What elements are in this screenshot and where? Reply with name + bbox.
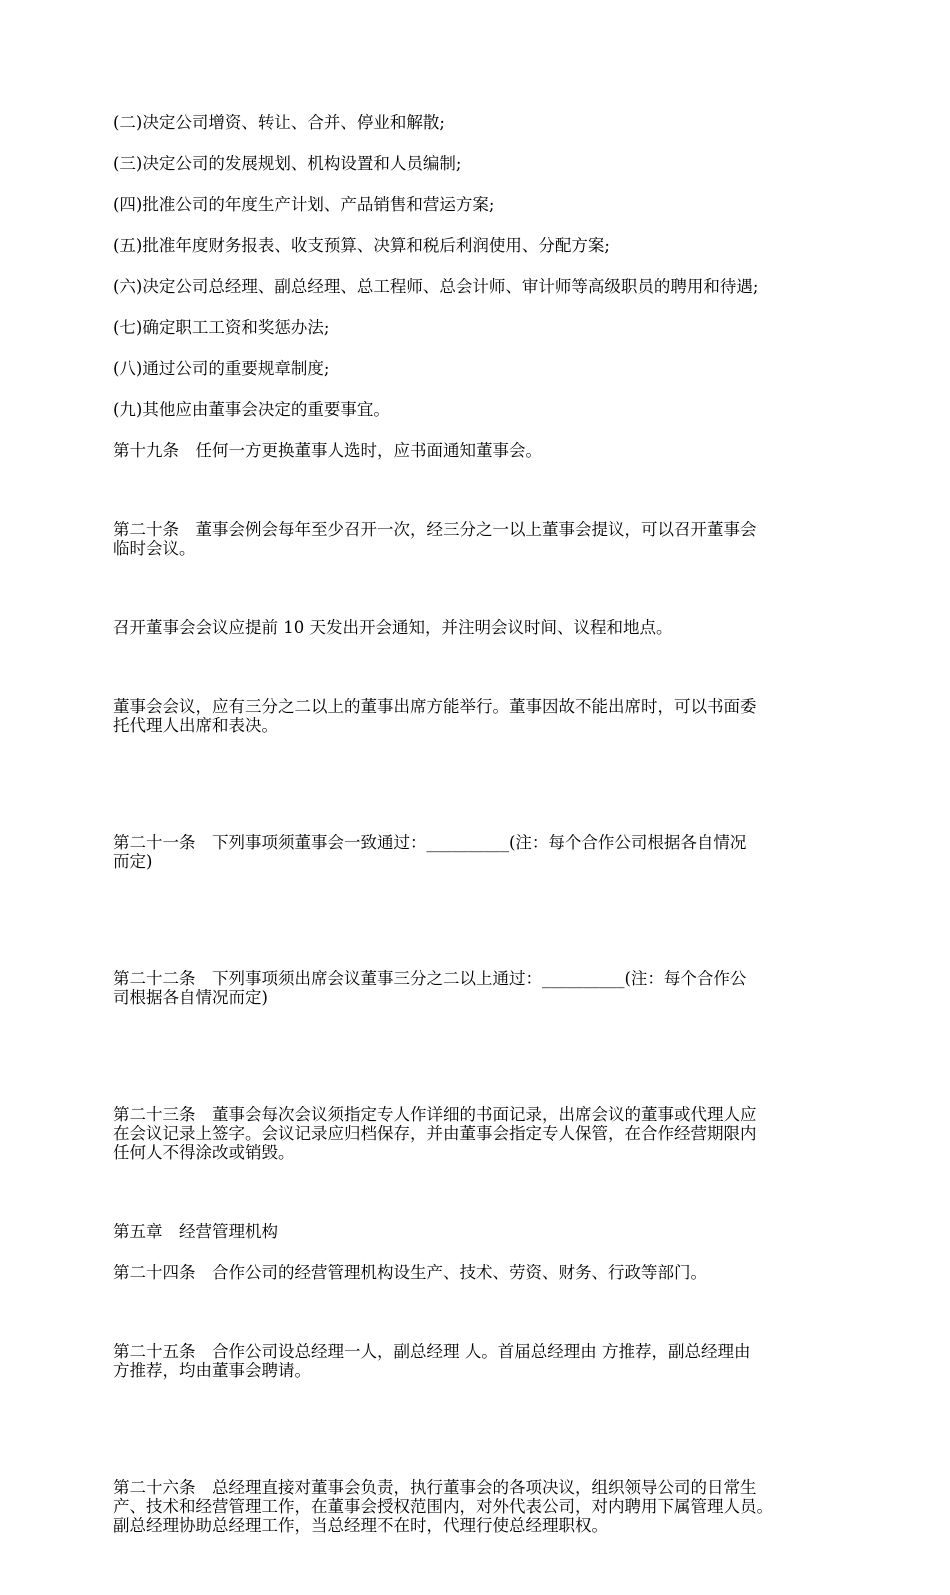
text-line: 第二十一条 下列事项须董事会一致通过：__________(注：每个合作公司根据各自情况 [113,833,747,852]
text-line: 司根据各自情况而定) [113,988,268,1007]
text-line: (六)决定公司总经理、副总经理、总工程师、总会计师、审计师等高级职员的聘用和待遇; [113,277,759,296]
text-line: 临时会议。 [113,539,196,558]
clause-item-8 [113,359,853,378]
clause-item-7 [113,318,853,337]
clause-item-4 [113,195,853,214]
article-19 [113,441,853,460]
article-26 [113,1440,853,1573]
text-line: 第二十三条 董事会每次会议须指定专人作详细的书面记录，出席会议的董事或代理人应 [113,1105,757,1124]
text-line: 在会议记录上签字。会议记录应归档保存，并由董事会指定专人保管，在合作经营期限内 [113,1124,757,1143]
article-24 [113,1263,853,1282]
text-line: 副总经理协助总经理工作，当总经理不在时，代理行使总经理职权。 [113,1516,608,1535]
text-line: 第二十二条 下列事项须出席会议董事三分之二以上通过：__________(注：每个合作公 [113,969,747,988]
text-line: (七)确定职工工资和奖惩办法; [113,318,330,337]
text-line: 产、技术和经营管理工作，在董事会授权范围内，对外代表公司，对内聘用下属管理人员。 [113,1497,773,1516]
text-line: 而定) [113,852,153,871]
text-line: 托代理人出席和表决。 [113,716,278,735]
text-line: 第二十四条 合作公司的经营管理机构设生产、技术、劳资、财务、行政等部门。 [113,1263,707,1282]
text-line: (八)通过公司的重要规章制度; [113,359,330,378]
clause-item-6 [113,277,853,296]
document-body [113,113,853,1595]
text-line: (二)决定公司增资、转让、合并、停业和解散; [113,113,445,132]
text-line: 第二十条 董事会例会每年至少召开一次，经三分之一以上董事会提议，可以召开董事会 [113,520,757,539]
text-line: 任何人不得涂改或销毁。 [113,1143,295,1162]
clause-item-3 [113,154,853,173]
text-line: 第五章 经营管理机构 [113,1222,278,1241]
clause-item-2 [113,113,853,132]
text-line: (四)批准公司的年度生产计划、产品销售和营运方案; [113,195,495,214]
meeting-notice-paragraph [113,618,853,637]
chapter-5-heading [113,1222,853,1241]
article-22 [113,931,853,1045]
article-23 [113,1067,853,1200]
article-20 [113,482,853,596]
text-line: 第二十六条 总经理直接对董事会负责，执行董事会的各项决议，组织领导公司的日常生 [113,1478,757,1497]
clause-item-5 [113,236,853,255]
clause-item-9 [113,400,853,419]
meeting-quorum-paragraph [113,659,853,773]
text-line: 第十九条 任何一方更换董事人选时，应书面通知董事会。 [113,441,542,460]
text-line: 董事会会议，应有三分之二以上的董事出席方能举行。董事因故不能出席时，可以书面委 [113,697,757,716]
text-line: (五)批准年度财务报表、收支预算、决算和税后利润使用、分配方案; [113,236,610,255]
article-25 [113,1304,853,1418]
text-line: (九)其他应由董事会决定的重要事宜。 [113,400,390,419]
article-21 [113,795,853,909]
text-line: 召开董事会会议应提前 10 天发出开会通知，并注明会议时间、议程和地点。 [113,618,673,637]
text-line: 方推荐，均由董事会聘请。 [113,1361,311,1380]
text-line: (三)决定公司的发展规划、机构设置和人员编制; [113,154,462,173]
text-line: 第二十五条 合作公司设总经理一人，副总经理 人。首届总经理由 方推荐，副总经理由 [113,1342,751,1361]
